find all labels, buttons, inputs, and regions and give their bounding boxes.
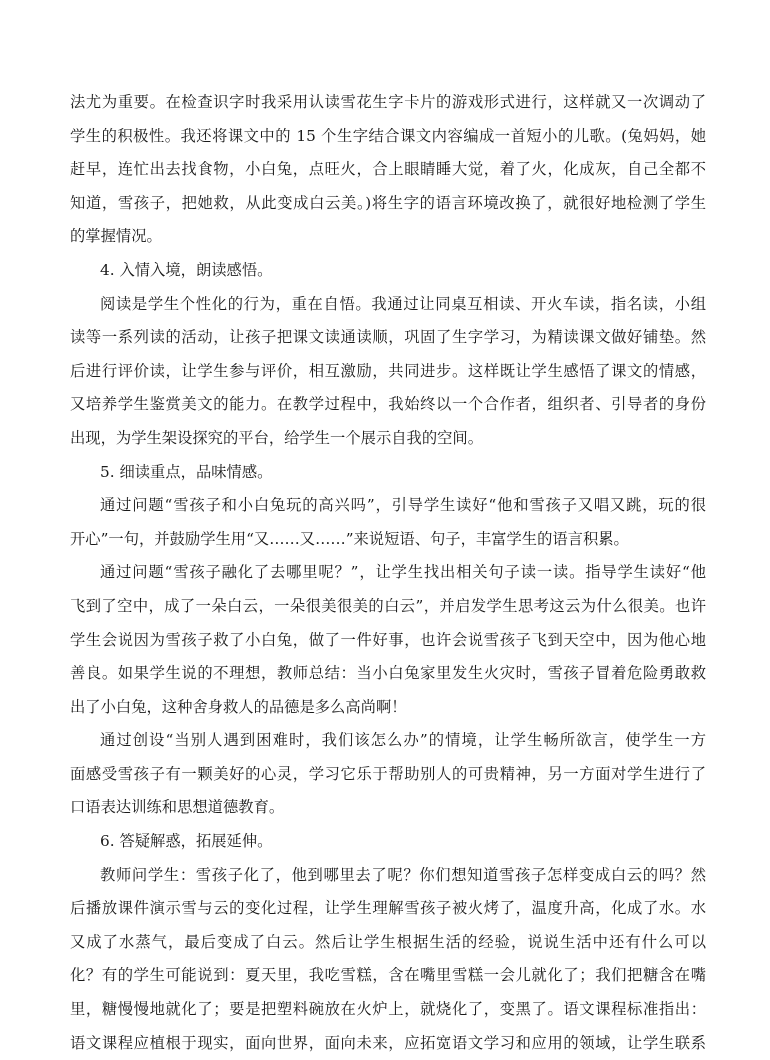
text-line: 口语表达训练和思想道德教育。 [70, 798, 285, 817]
text-line: 化？有的学生可能说到：夏天里，我吃雪糕，含在嘴里雪糕一会儿就化了；我们把糖含在嘴 [70, 966, 706, 985]
text-line: 法尤为重要。在检查识字时我采用认读雪花生字卡片的游戏形式进行，这样就又一次调动了 [70, 93, 706, 111]
text-line: 的掌握情况。 [70, 227, 162, 246]
text-line: 学生会说因为雪孩子救了小白兔，做了一件好事，也许会说雪孩子飞到天空中，因为他心地 [70, 630, 706, 649]
document-page [70, 86, 706, 1060]
text-line: 出了小白兔，这种舍身救人的品德是多么高尚啊！ [70, 697, 407, 716]
text-line: 通过问题“雪孩子和小白兔玩的高兴吗”，引导学生读好“他和雪孩子又唱又跳，玩的很 [100, 496, 706, 515]
text-line: 通过问题“雪孩子融化了去哪里呢？”，让学生找出相关句子读一读。指导学生读好“他 [100, 563, 706, 582]
text-line: 面感受雪孩子有一颗美好的心灵，学习它乐于帮助别人的可贵精神，另一方面对学生进行了 [70, 764, 706, 783]
text-line: 里，糖慢慢地就化了；要是把塑料碗放在火炉上，就烧化了，变黑了。语文课程标准指出： [70, 1000, 706, 1019]
text-line: 知道，雪孩子，把她救，从此变成白云美。)将生字的语言环境改换了，就很好地检测了学生 [70, 193, 706, 212]
text-line: 5. 细读重点，品味情感。 [100, 462, 273, 481]
text-line: 又培养学生鉴赏美文的能力。在教学过程中，我始终以一个合作者，组织者、引导者的身份 [70, 395, 706, 414]
text-line: 赶早，连忙出去找食物，小白兔，点旺火，合上眼睛睡大觉，着了火，化成灰，自己全都不 [70, 160, 706, 179]
text-line: 飞到了空中，成了一朵白云，一朵很美很美的白云”，并启发学生思考这云为什么很美。也许 [70, 596, 706, 615]
text-line: 教师问学生：雪孩子化了，他到哪里去了呢？你们想知道雪孩子怎样变成白云的吗？然 [100, 865, 706, 884]
text-line: 出现，为学生架设探究的平台，给学生一个展示自我的空间。 [70, 428, 484, 447]
text-line: 语文课程应植根于现实，面向世界，面向未来，应拓宽语文学习和应用的领域，让学生联系 [70, 1033, 706, 1052]
text-line: 后播放课件演示雪与云的变化过程，让学生理解雪孩子被火烤了，温度升高，化成了水。水 [70, 899, 706, 918]
text-line: 学生的积极性。我还将课文中的 15 个生字结合课文内容编成一首短小的儿歌。(兔妈妈，她 [70, 126, 706, 145]
text-line: 读等一系列读的活动，让孩子把课文读通读顺，巩固了生字学习，为精读课文做好铺垫。然 [70, 328, 706, 347]
text-line: 通过创设“当别人遇到困难时，我们该怎么办”的情境，让学生畅所欲言，使学生一方 [100, 731, 706, 750]
text-line: 又成了水蒸气，最后变成了白云。然后让学生根据生活的经验，说说生活中还有什么可以 [70, 932, 706, 951]
text-line: 善良。如果学生说的不理想，教师总结：当小白兔家里发生火灾时，雪孩子冒着危险勇敢救 [70, 664, 706, 683]
text-line: 4. 入情入境，朗读感悟。 [100, 260, 273, 279]
text-line: 阅读是学生个性化的行为，重在自悟。我通过让同桌互相读、开火车读，指名读，小组 [100, 294, 706, 313]
text-line: 开心”一句，并鼓励学生用“又……又……”来说短语、句子，丰富学生的语言积累。 [70, 529, 629, 548]
text-line: 6. 答疑解惑，拓展延伸。 [100, 832, 273, 851]
text-line: 后进行评价读，让学生参与评价，相互激励，共同进步。这样既让学生感悟了课文的情感， [70, 361, 706, 380]
